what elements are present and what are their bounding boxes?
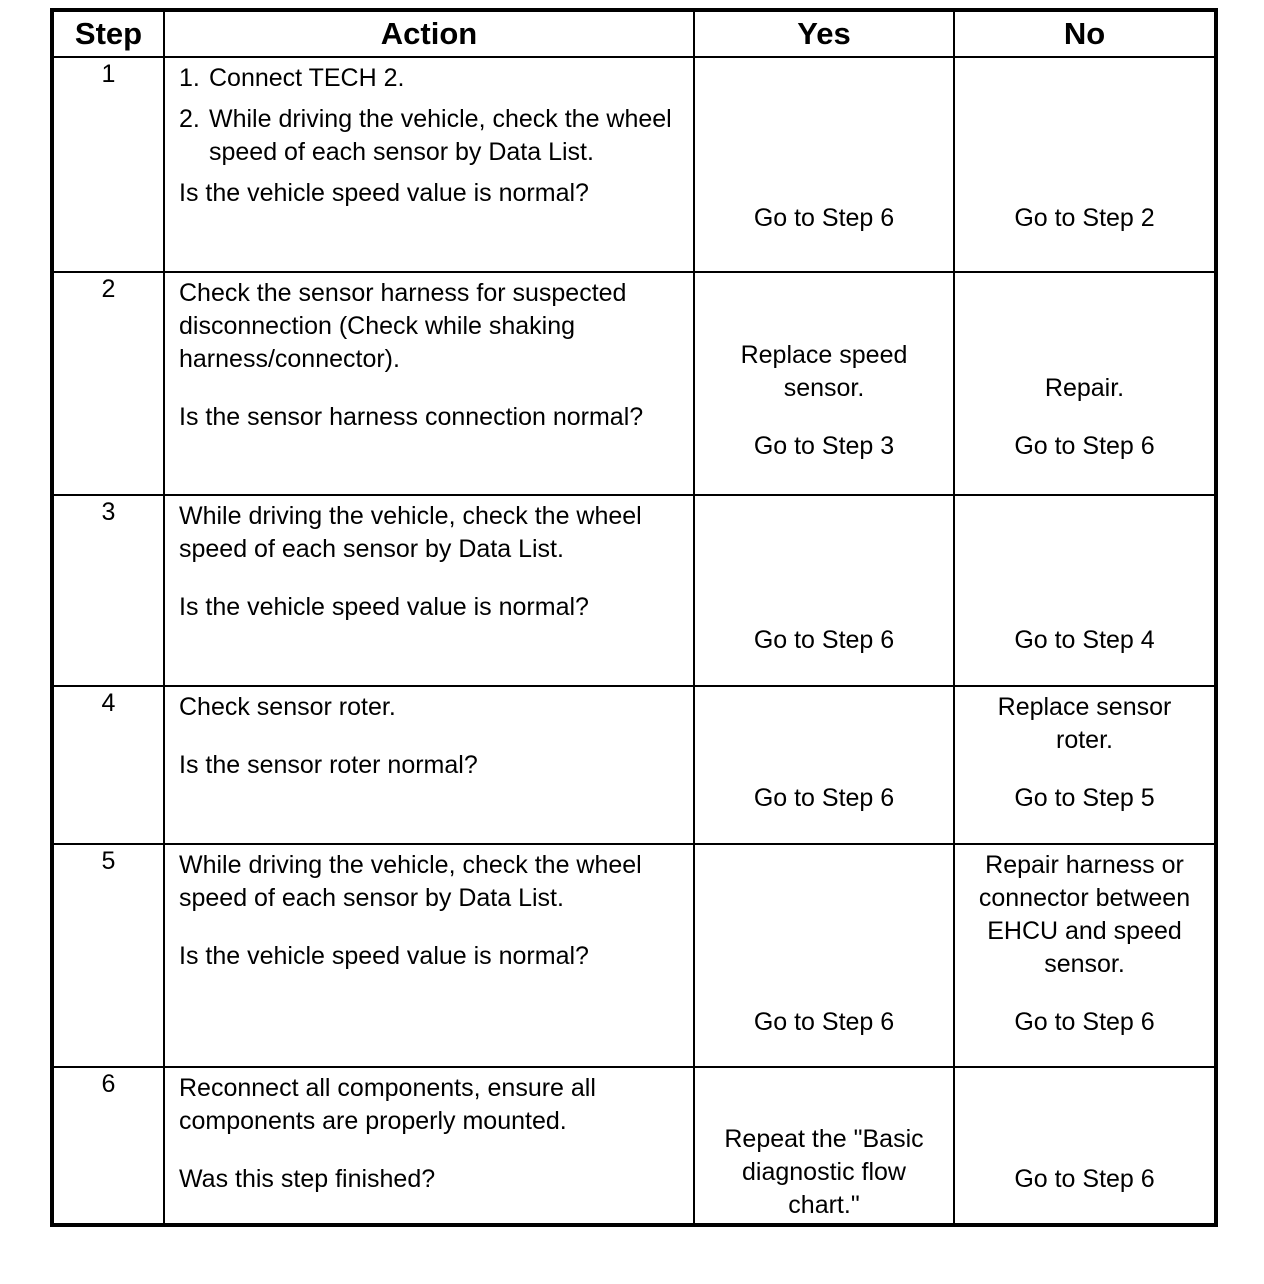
action-cell xyxy=(164,1067,694,1225)
yes-note: Replace speed sensor. xyxy=(740,341,908,402)
header-yes: Yes xyxy=(694,10,954,57)
no-cell xyxy=(954,1067,1216,1225)
no-goto: Go to Step 4 xyxy=(1014,626,1155,654)
no-cell xyxy=(954,57,1216,272)
action-text: Reconnect all components, ensure all components are properly mounted. xyxy=(179,1074,596,1135)
action-text: Check the sensor harness for suspected disconnection (Check while shaking harness/connector). xyxy=(179,279,627,373)
step-number: 1 xyxy=(52,57,164,272)
yes-cell xyxy=(694,495,954,686)
step-number: 3 xyxy=(52,495,164,686)
step-number: 5 xyxy=(52,844,164,1067)
list-item xyxy=(179,62,687,95)
table-row xyxy=(52,57,1216,272)
action-cell xyxy=(164,686,694,844)
table-row xyxy=(52,495,1216,686)
header-action: Action xyxy=(164,10,694,57)
no-note: Repair. xyxy=(1044,374,1125,402)
header-no: No xyxy=(954,10,1216,57)
action-question: Is the sensor roter normal? xyxy=(179,751,478,779)
no-cell xyxy=(954,495,1216,686)
diagnostic-table xyxy=(50,8,1218,1227)
yes-goto: Go to Step 6 xyxy=(753,1008,895,1036)
action-question: Is the vehicle speed value is normal? xyxy=(179,179,589,207)
yes-cell xyxy=(694,844,954,1067)
no-goto: Go to Step 5 xyxy=(1014,784,1155,812)
action-cell xyxy=(164,57,694,272)
action-cell xyxy=(164,272,694,495)
yes-goto: Go to Step 6 xyxy=(753,784,895,812)
step-number: 2 xyxy=(52,272,164,495)
no-goto: Go to Step 6 xyxy=(1014,1008,1155,1036)
step-number: 4 xyxy=(52,686,164,844)
table-row xyxy=(52,272,1216,495)
yes-goto: Go to Step 3 xyxy=(753,432,895,460)
yes-goto: Go to Step 6 xyxy=(753,626,895,654)
list-number: 2. xyxy=(179,105,200,133)
action-cell xyxy=(164,844,694,1067)
list-text: While driving the vehicle, check the wheel speed of each sensor by Data List. xyxy=(209,105,672,166)
no-note: Replace sensor roter. xyxy=(997,693,1172,754)
action-text: While driving the vehicle, check the wheel speed of each sensor by Data List. xyxy=(179,502,642,563)
action-question: Is the sensor harness connection normal? xyxy=(179,403,644,431)
no-goto: Go to Step 6 xyxy=(1014,1165,1155,1193)
table-row xyxy=(52,844,1216,1067)
action-question: Is the vehicle speed value is normal? xyxy=(179,942,589,970)
list-number: 1. xyxy=(179,64,200,92)
no-cell xyxy=(954,844,1216,1067)
header-step: Step xyxy=(52,10,164,57)
no-cell xyxy=(954,686,1216,844)
yes-cell xyxy=(694,1067,954,1225)
action-cell xyxy=(164,495,694,686)
yes-cell xyxy=(694,686,954,844)
yes-cell xyxy=(694,272,954,495)
yes-note: Repeat the "Basic diagnostic flow chart." xyxy=(724,1125,924,1219)
no-goto: Go to Step 6 xyxy=(1014,432,1155,460)
no-goto: Go to Step 2 xyxy=(1014,204,1155,232)
action-text: Check sensor roter. xyxy=(179,693,396,721)
step-number: 6 xyxy=(52,1067,164,1225)
table-row xyxy=(52,1067,1216,1225)
header-row xyxy=(52,10,1216,57)
table-row xyxy=(52,686,1216,844)
list-item xyxy=(179,103,687,169)
action-question: Is the vehicle speed value is normal? xyxy=(179,593,589,621)
no-cell xyxy=(954,272,1216,495)
action-question: Was this step finished? xyxy=(179,1165,436,1193)
action-text: While driving the vehicle, check the wheel speed of each sensor by Data List. xyxy=(179,851,642,912)
yes-cell xyxy=(694,57,954,272)
list-text: Connect TECH 2. xyxy=(209,64,405,92)
yes-goto: Go to Step 6 xyxy=(753,204,895,232)
no-note: Repair harness or connector between EHCU and speed sensor. xyxy=(978,851,1191,978)
